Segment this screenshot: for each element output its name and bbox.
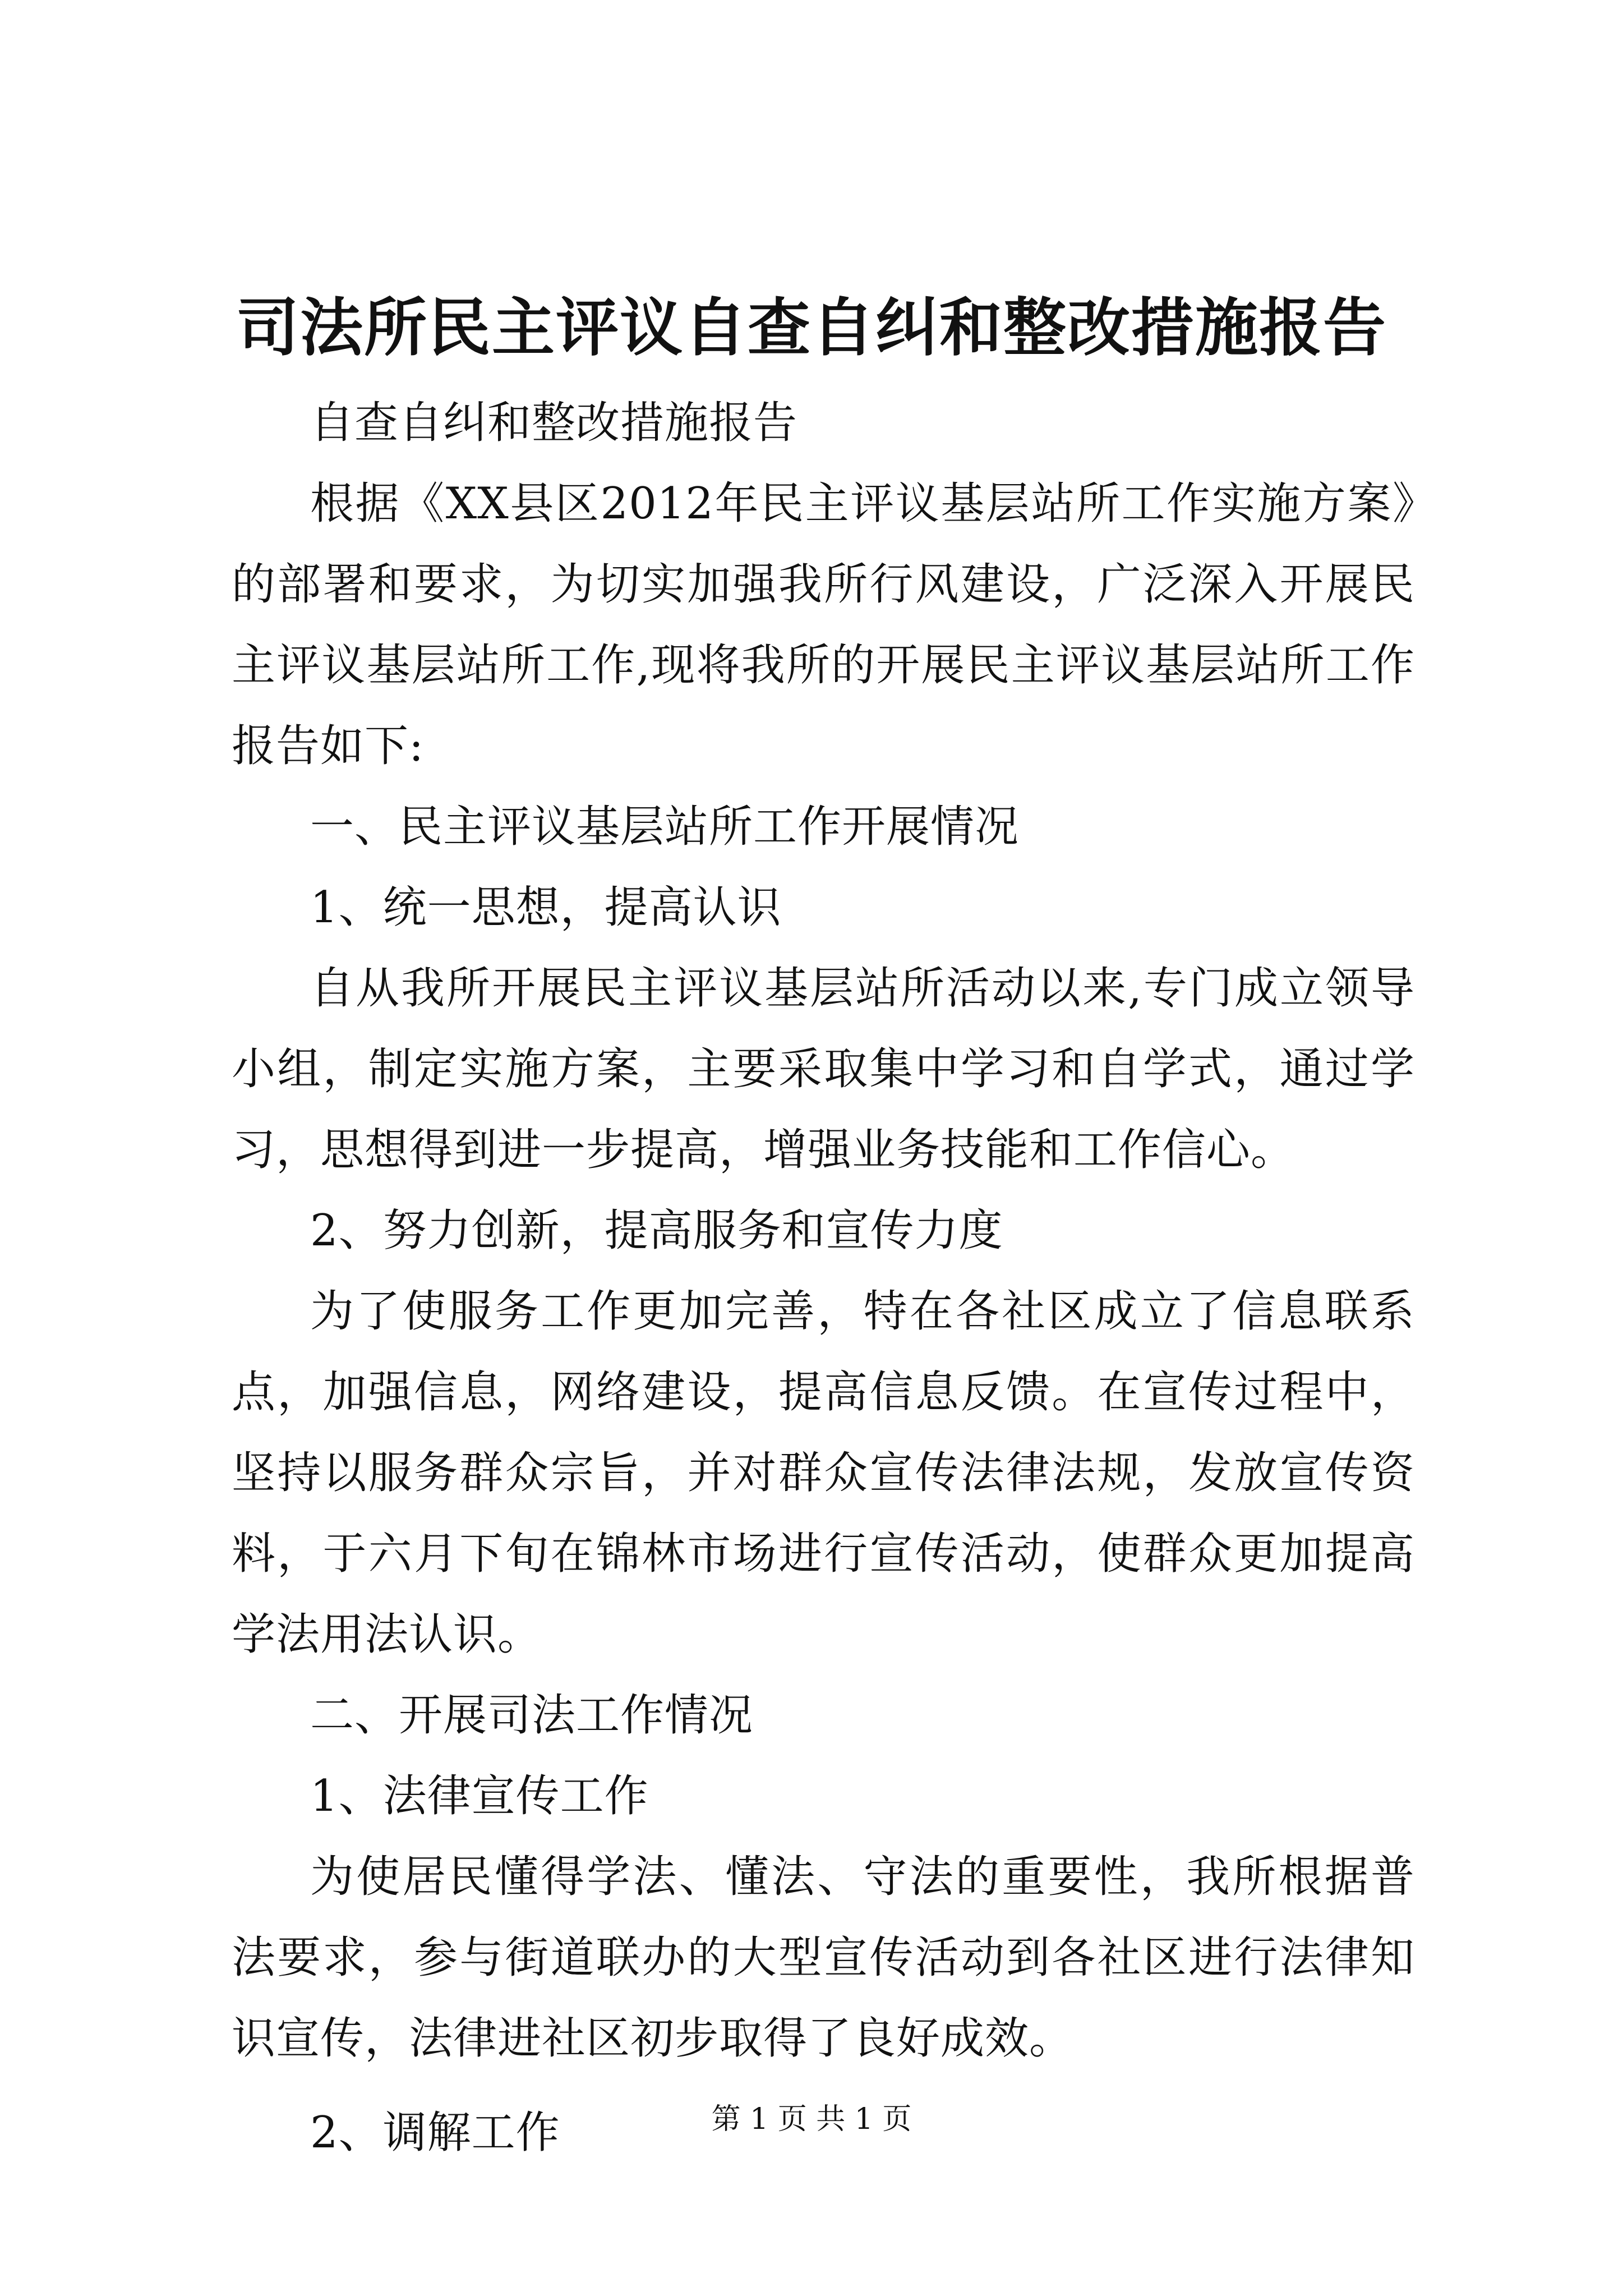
subheading-1-1: 1、统一思想，提高认识 bbox=[310, 882, 782, 933]
paragraph-1-1: 自从我所开展民主评议基层站所活动以来,专门成立领导小组，制定实施方案，主要采取集中学习和自学式，通过学习，思想得到进一步提高，增强业务技能和工作信心。 bbox=[232, 963, 1415, 1175]
document-title: 司法所民主评议自查自纠和整改措施报告 bbox=[236, 292, 1387, 365]
paragraph-1-2: 为了使服务工作更加完善，特在各社区成立了信息联系点，加强信息，网络建设，提高信息反馈。在宣传过程中，坚持以服务群众宗旨，并对群众宣传法律法规，发放宣传资料，于六月下旬在锦林市场进行宣传活动，使群众更加提高学法用法认识。 bbox=[232, 1286, 1415, 1660]
document-body bbox=[232, 383, 1415, 2173]
section-heading-1: 一、民主评议基层站所工作开展情况 bbox=[310, 802, 1020, 852]
page-footer: 第 1 页 共 1 页 bbox=[711, 2102, 912, 2136]
subheading-1-2: 2、努力创新，提高服务和宣传力度 bbox=[310, 1205, 1003, 1256]
paragraph-intro: 根据《XX县区2012年民主评议基层站所工作实施方案》的部署和要求，为切实加强我所行风建设，广泛深入开展民主评议基层站所工作,现将我所的开展民主评议基层站所工作报告如下: bbox=[232, 478, 1415, 771]
section-heading-2: 二、开展司法工作情况 bbox=[310, 1690, 754, 1741]
paragraph-2-1: 为使居民懂得学法、懂法、守法的重要性，我所根据普法要求，参与街道联办的大型宣传活动到各社区进行法律知识宣传，法律进社区初步取得了良好成效。 bbox=[232, 1852, 1415, 2064]
subheading-2-1: 1、法律宣传工作 bbox=[310, 1771, 649, 1821]
paragraph-subtitle: 自查自纠和整改措施报告 bbox=[310, 398, 798, 448]
subheading-2-2: 2、调解工作 bbox=[310, 2108, 560, 2158]
